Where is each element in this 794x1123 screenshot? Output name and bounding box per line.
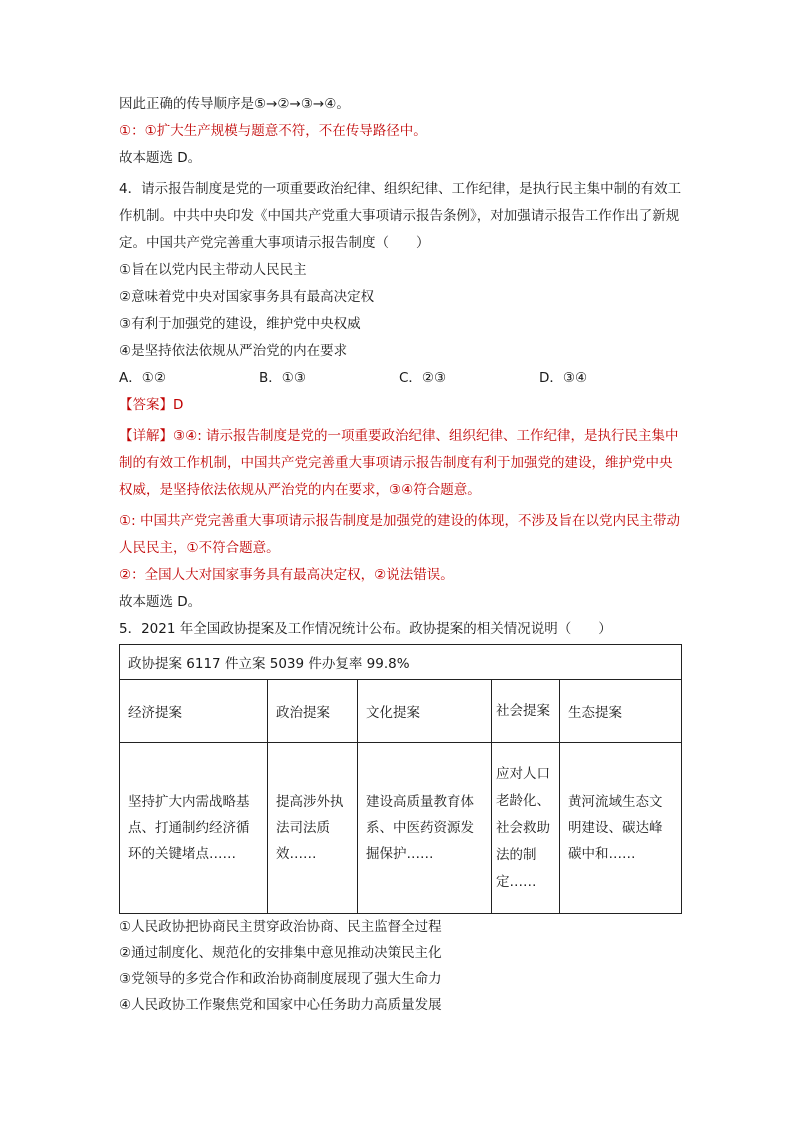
q4-stem: 4．请示报告制度是党的一项重要政治纪律、组织纪律、工作纪律，是执行民主集中制的有效工作机制。中共中央印发《中国共产党重大事项请示报告条例》，对加强请示报告工作作出了新规定。中国共产党完善重大事项请示报告制度（ ） bbox=[119, 181, 682, 251]
q4-item-3: ③有利于加强党的建设，维护党中央权威 bbox=[119, 316, 361, 332]
q4-options bbox=[119, 369, 684, 387]
previous-conclusion: 故本题选 D。 bbox=[119, 150, 202, 166]
answer-tag: 【答案】 bbox=[119, 397, 173, 413]
transmission-order-line: 因此正确的传导顺序是⑤→②→③→④。 bbox=[119, 96, 350, 112]
q4-item-4: ④是坚持依法依规从严治党的内在要求 bbox=[119, 343, 348, 359]
q4-conclusion: 故本题选 D。 bbox=[119, 594, 202, 610]
q5-stem: 5．2021 年全国政协提案及工作情况统计公布。政协提案的相关情况说明（ ） bbox=[119, 621, 612, 637]
table-content-row bbox=[120, 743, 682, 914]
q4-note-1: ①: 中国共产党完善重大事项请示报告制度是加强党的建设的体现，不涉及旨在以党内民主带动人民民主，①不符合题意。 bbox=[119, 513, 680, 556]
detail-tag: 【详解】 bbox=[119, 428, 173, 444]
q5-item-2: ②通过制度化、规范化的安排集中意见推动决策民主化 bbox=[119, 945, 442, 961]
table-header-row bbox=[120, 680, 682, 743]
table-header-culture: 文化提案 bbox=[358, 680, 492, 743]
table-cell-economy: 坚持扩大内需战略基点、打通制约经济循环的关键堵点…… bbox=[120, 743, 268, 914]
q4-answer bbox=[119, 396, 684, 414]
q4-option-d: D．③④ bbox=[539, 370, 588, 386]
answer-value: D bbox=[173, 397, 184, 413]
q5-item-4: ④人民政协工作聚焦党和国家中心任务助力高质量发展 bbox=[119, 997, 442, 1013]
q4-option-c: C．②③ bbox=[399, 370, 447, 386]
detail-text: ③④: 请示报告制度是党的一项重要政治纪律、组织纪律、工作纪律，是执行民主集中制的有效工作机制，中国共产党完善重大事项请示报告制度有利于加强党的建设，维护党中央权威，是坚持依法依规从严治党的内在要求，③④符合题意。 bbox=[119, 428, 679, 498]
table-summary: 政协提案 6117 件立案 5039 件办复率 99.8% bbox=[120, 645, 682, 680]
table-header-society: 社会提案 bbox=[492, 680, 560, 743]
q4-option-b: B．①③ bbox=[259, 370, 306, 386]
proposal-table bbox=[119, 644, 682, 914]
table-summary-row bbox=[120, 645, 682, 680]
table-cell-culture: 建设高质量教育体系、中医药资源发掘保护…… bbox=[358, 743, 492, 914]
document-content bbox=[119, 95, 684, 1022]
table-header-ecology: 生态提案 bbox=[560, 680, 682, 743]
table-cell-ecology: 黄河流域生态文明建设、碳达峰碳中和…… bbox=[560, 743, 682, 914]
table-header-politics: 政治提案 bbox=[268, 680, 358, 743]
table-header-economy: 经济提案 bbox=[120, 680, 268, 743]
q4-item-1: ①旨在以党内民主带动人民民主 bbox=[119, 262, 307, 278]
table-cell-society: 应对人口老龄化、社会救助法的制定…… bbox=[492, 743, 560, 914]
q4-item-2: ②意味着党中央对国家事务具有最高决定权 bbox=[119, 289, 375, 305]
q4-option-a: A．①② bbox=[119, 370, 166, 386]
table-cell-politics: 提高涉外执法司法质效…… bbox=[268, 743, 358, 914]
explanation-note-1: ①：①扩大生产规模与题意不符，不在传导路径中。 bbox=[119, 123, 427, 139]
q5-item-1: ①人民政协把协商民主贯穿政治协商、民主监督全过程 bbox=[119, 919, 442, 935]
q4-detail bbox=[119, 423, 684, 504]
q4-note-2: ②：全国人大对国家事务具有最高决定权，②说法错误。 bbox=[119, 567, 454, 583]
q5-item-3: ③党领导的多党合作和政治协商制度展现了强大生命力 bbox=[119, 971, 442, 987]
